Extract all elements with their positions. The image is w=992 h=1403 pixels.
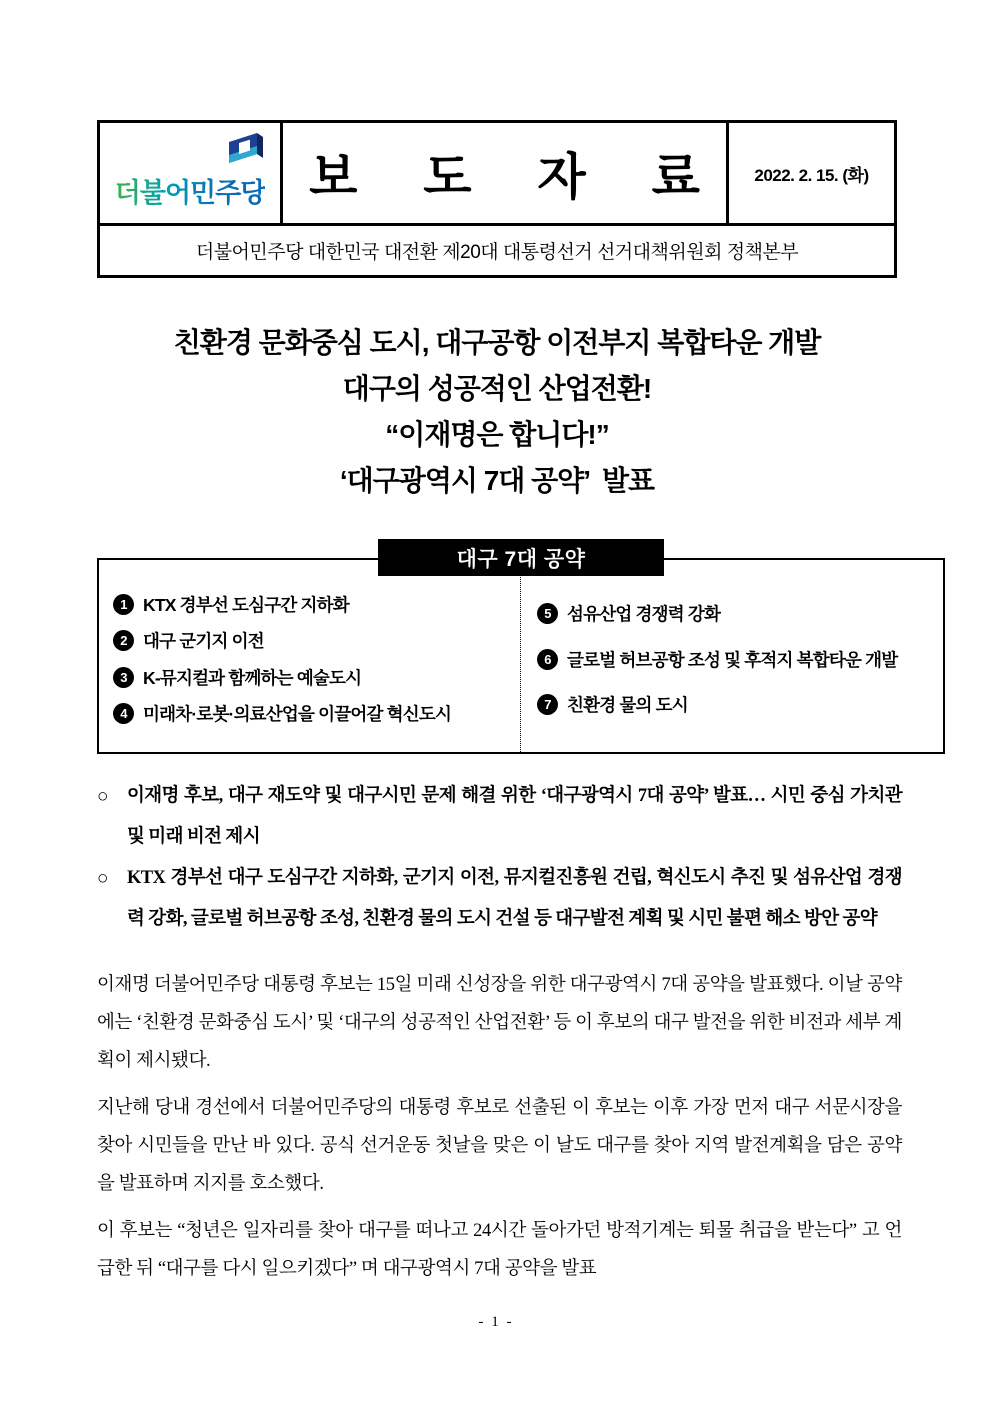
circled-number-icon: 6 [537,649,558,670]
document-type-title: 보 도 자 료 [309,149,726,205]
pledge-item-6 [537,647,933,672]
pledge-item-1 [113,592,510,617]
circled-number-icon: 2 [113,630,134,651]
header-box [97,120,897,278]
body-paragraph-3: 이 후보는 “청년은 일자리를 찾아 대구를 떠나고 24시간 돌아가던 방적기계는 퇴물 취급을 받는다” 고 언급한 뒤 “대구를 다시 일으키겠다” 며 대구광역시 7대 공약을 발표 [97,1221,902,1279]
pledge-item-2 [113,628,510,653]
circled-number-icon: 5 [537,603,558,624]
pledge-item-text: 미래차·로봇·의료산업을 이끌어갈 혁신도시 [143,704,452,725]
pledge-box-title: 대구 7대 공약 [378,539,664,576]
summary-bullet-text: 이재명 후보, 대구 재도약 및 대구시민 문제 해결 위한 ‘대구광역시 7대 공약’ 발표… 시민 중심 가치관 및 미래 비전 제시 [127,786,902,847]
pledge-item-4 [113,701,510,726]
circled-number-icon: 1 [113,594,134,615]
circled-number-icon: 7 [537,694,558,715]
headline-line-1: 친환경 문화중심 도시, 대구공항 이전부지 복합타운 개발 [173,327,821,358]
party-logo [100,123,283,223]
pledge-column-right [521,560,943,752]
circled-number-icon: 4 [113,703,134,724]
pledge-box [97,547,945,754]
body-paragraph-2: 지난해 당내 경선에서 더불어민주당의 대통령 후보로 선출된 이 후보는 이후 가장 먼저 대구 서문시장을 찾아 시민들을 만난 바 있다. 공식 선거운동 첫날을 맞은 이 날도 대구를 찾아 지역 발전계획을 담은 공약을 발표하며 지지를 호소했다. [97,1098,902,1194]
bullet-circle-icon: ○ [97,786,109,807]
pledge-item-7 [537,692,933,717]
bullet-circle-icon: ○ [97,868,109,889]
document-date: 2022. 2. 15. (화) [754,165,869,185]
body-paragraph-1: 이재명 더불어민주당 대통령 후보는 15일 미래 신성장을 위한 대구광역시 7대 공약을 발표했다. 이날 공약에는 ‘친환경 문화중심 도시’ 및 ‘대구의 성공적인 산업전환’ 등 이 후보의 대구 발전을 위한 비전과 세부 계획이 제시됐다. [97,975,902,1071]
pledge-item-text: 섬유산업 경쟁력 강화 [567,603,721,624]
headline-line-4: ‘대구광역시 7대 공약’ 발표 [339,465,655,496]
pledge-item-3 [113,665,510,690]
pledge-column-left [99,560,521,752]
committee-subtitle: 더불어민주당 대한민국 대전환 제20대 대통령선거 선거대책위원회 정책본부 [195,242,799,263]
party-logo-text: 더불어민주당 [115,171,266,210]
headline-line-2: 대구의 성공적인 산업전환! [342,373,652,404]
page-number: - 1 - [478,1314,514,1330]
party-flag-icon [226,130,266,170]
pledge-item-5 [537,601,933,626]
pledge-item-text: 친환경 물의 도시 [567,695,688,716]
summary-bullet-2 [97,858,902,940]
headline-line-3: “이재명은 합니다!” [385,419,609,450]
body-section [97,966,902,1288]
header-row-subtitle [100,223,894,275]
summary-bullet-1 [97,776,902,858]
pledge-item-text: KTX 경부선 도심구간 지하화 [143,594,349,615]
headline-block [97,320,897,504]
pledge-columns [97,558,945,754]
doc-title-cell [283,123,726,223]
doc-date-cell [726,123,894,223]
pledge-item-text: 대구 군기지 이전 [143,631,264,652]
pledge-item-text: K-뮤지컬과 함께하는 예술도시 [143,667,362,688]
circled-number-icon: 3 [113,667,134,688]
header-row-main [100,123,894,223]
summary-bullet-text: KTX 경부선 대구 도심구간 지하화, 군기지 이전, 뮤지컬진흥원 건립, 혁신도시 추진 및 섬유산업 경쟁력 강화, 글로벌 허브공항 조성, 친환경 물의 도시 건설 등 대구발전 계획 및 시민 불편 해소 방안 공약 [127,868,902,929]
pledge-item-text: 글로벌 허브공항 조성 및 후적지 복합타운 개발 [567,649,898,670]
summary-section [97,776,902,940]
